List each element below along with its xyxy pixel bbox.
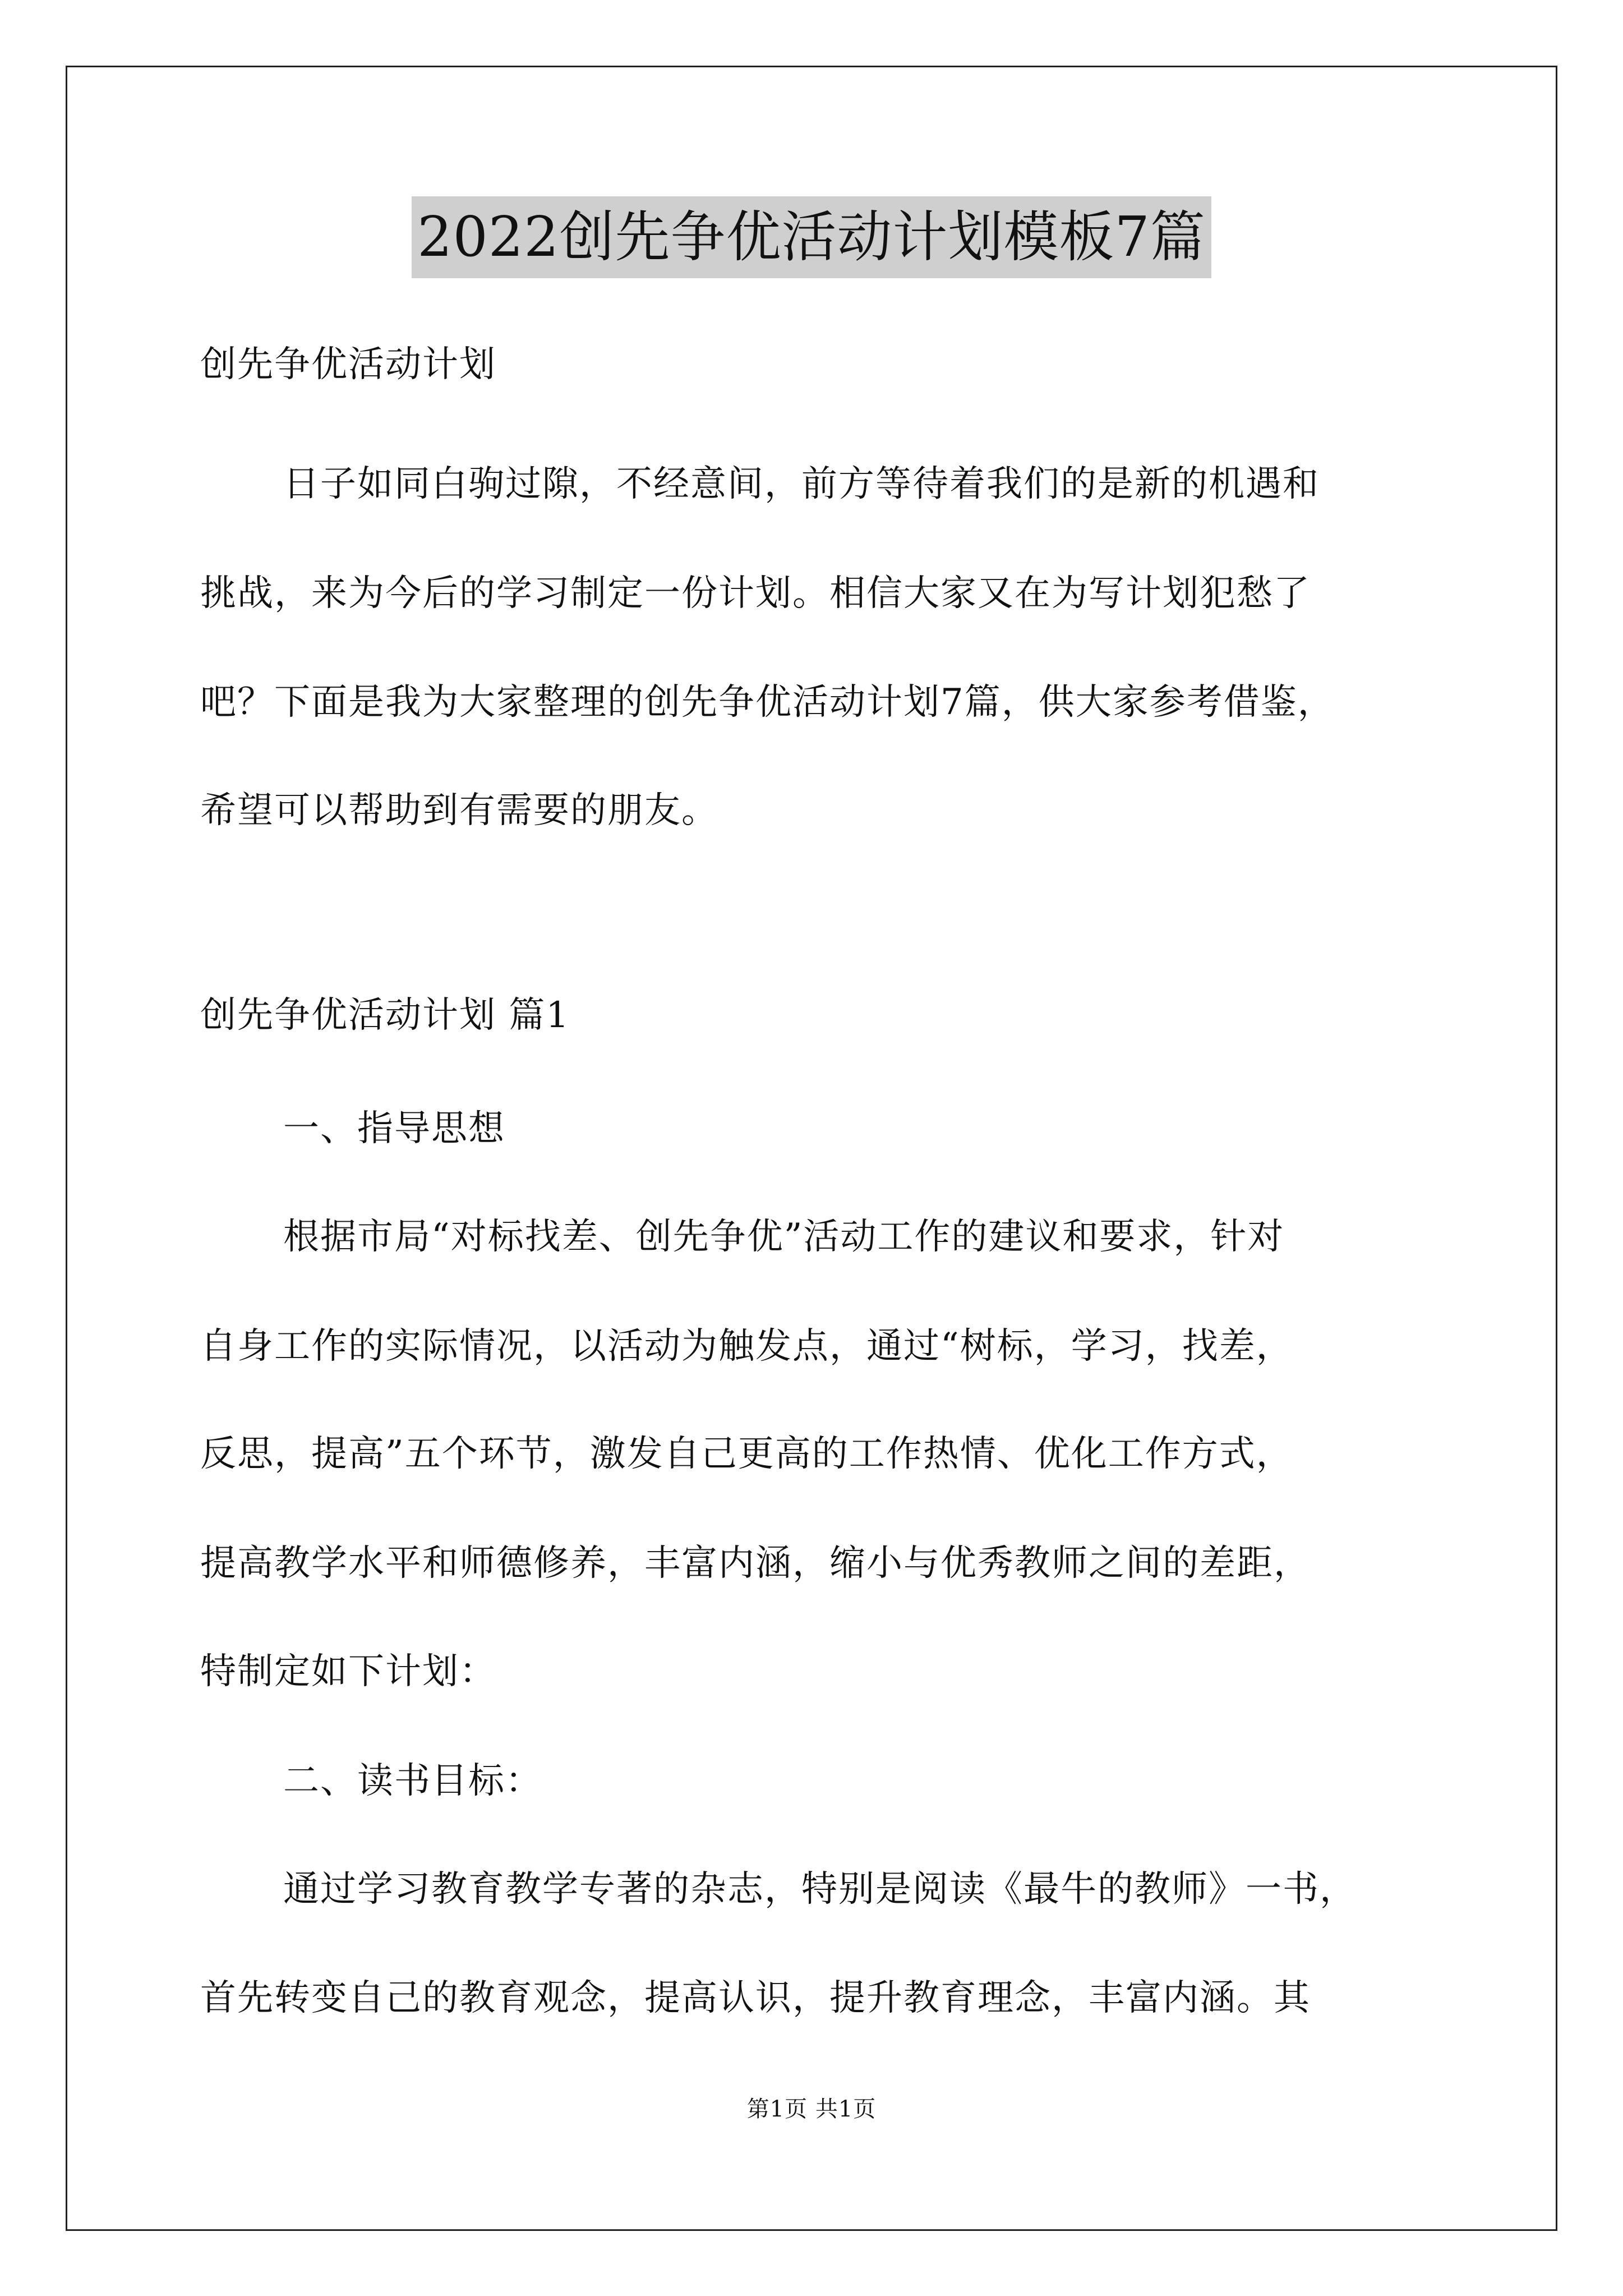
- paragraph-line: 首先转变自己的教育观念，提高认识，提升教育理念，丰富内涵。其: [200, 1977, 1311, 2019]
- paragraph-line: 挑战，来为今后的学习制定一份计划。相信大家又在为写计划犯愁了: [200, 573, 1311, 614]
- title-container: [0, 196, 1623, 278]
- page-footer: 第1页 共1页: [746, 2096, 877, 2122]
- section-heading: 创先争优活动计划 篇1: [200, 995, 570, 1036]
- paragraph-line: 根据市局“对标找差、创先争优”活动工作的建议和要求，针对: [283, 1216, 1285, 1258]
- paragraph-line: 自身工作的实际情况，以活动为触发点，通过“树标，学习，找差，: [200, 1326, 1293, 1367]
- paragraph-line: 反思，提高”五个环节，激发自己更高的工作热情、优化工作方式，: [200, 1433, 1293, 1475]
- paragraph-line: 通过学习教育教学专著的杂志，特别是阅读《最牛的教师》一书，: [283, 1869, 1357, 1910]
- subheading: 二、读书目标：: [283, 1760, 542, 1802]
- section-heading: 创先争优活动计划: [200, 344, 496, 385]
- paragraph-line: 特制定如下计划：: [200, 1651, 496, 1692]
- subheading: 一、指导思想: [283, 1108, 505, 1149]
- paragraph-line: 提高教学水平和师德修养，丰富内涵，缩小与优秀教师之间的差距，: [200, 1543, 1311, 1584]
- document-title: 2022创先争优活动计划模板7篇: [412, 196, 1211, 278]
- paragraph-line: 希望可以帮助到有需要的朋友。: [200, 790, 718, 831]
- paragraph-line: 吧？下面是我为大家整理的创先争优活动计划7篇，供大家参考借鉴，: [200, 682, 1335, 723]
- paragraph-line: 日子如同白驹过隙，不经意间，前方等待着我们的是新的机遇和: [283, 463, 1320, 505]
